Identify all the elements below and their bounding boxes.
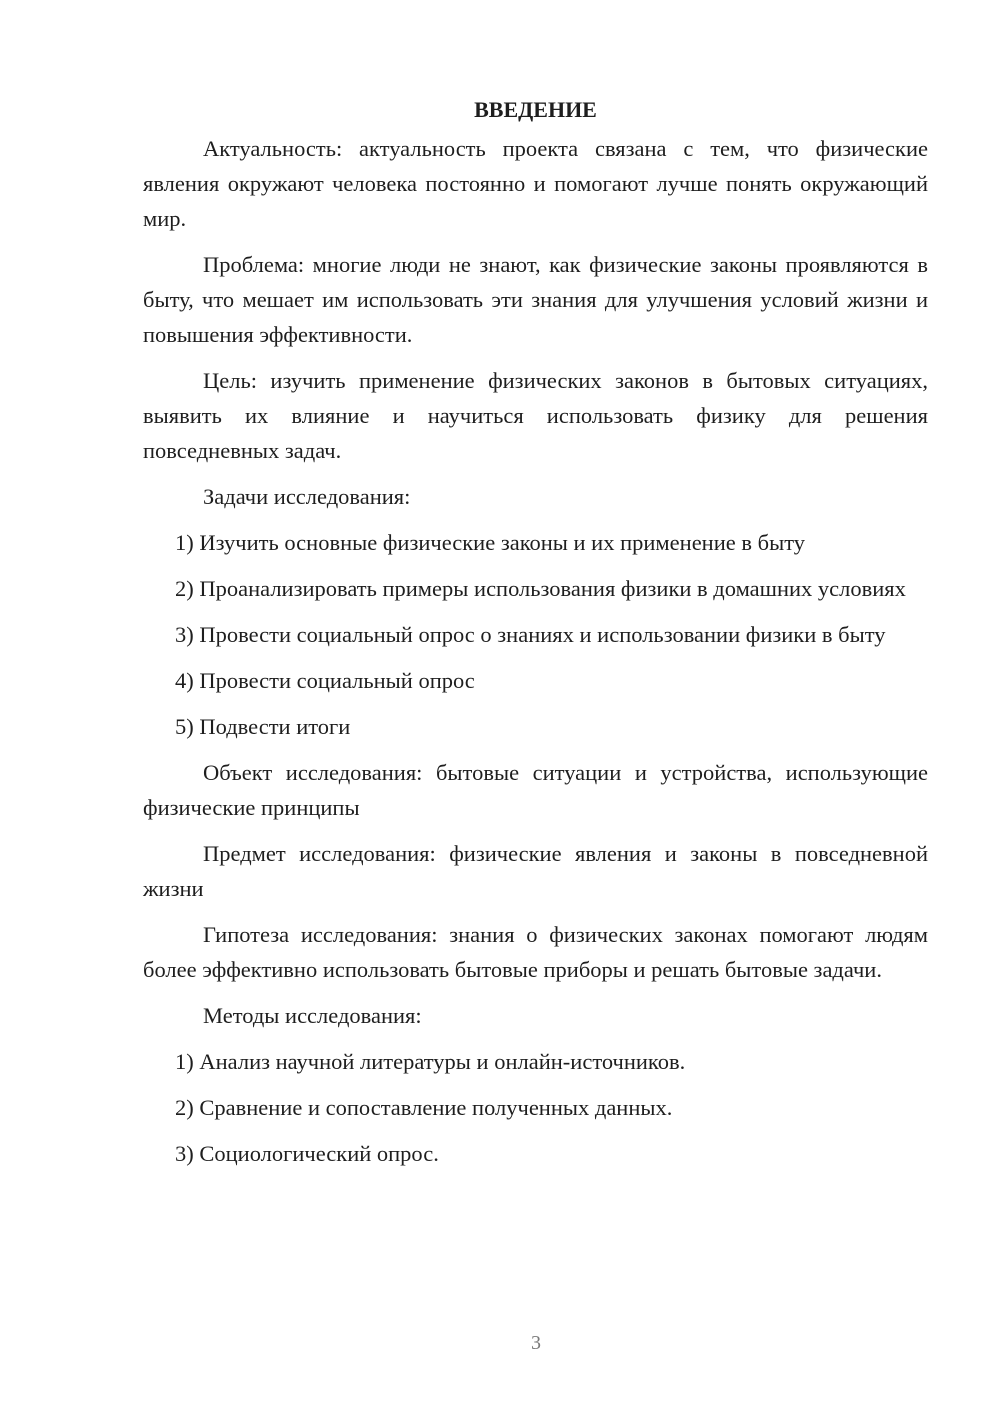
- paragraph-subject: Предмет исследования: физические явления и законы в повседневной жизни: [143, 841, 928, 901]
- paragraph-methods-heading: Методы исследования:: [203, 1003, 422, 1028]
- task-item-5: 5) Подвести итоги: [175, 714, 351, 739]
- page-content: [143, 92, 928, 1182]
- method-item-1: 1) Анализ научной литературы и онлайн-источников.: [175, 1049, 686, 1074]
- paragraph-relevance: Актуальность: актуальность проекта связана с тем, что физические явления окружают человека постоянно и помогают лучше понять окружающий мир.: [143, 136, 928, 231]
- method-item-2: 2) Сравнение и сопоставление полученных данных.: [175, 1095, 673, 1120]
- paragraph-object: Объект исследования: бытовые ситуации и устройства, использующие физические принципы: [143, 760, 928, 820]
- task-item-3: 3) Провести социальный опрос о знаниях и использовании физики в быту: [175, 622, 886, 647]
- task-item-2: 2) Проанализировать примеры использования физики в домашних условиях: [175, 576, 906, 601]
- task-item-1: 1) Изучить основные физические законы и их применение в быту: [175, 530, 805, 555]
- page-number: 3: [531, 1332, 541, 1354]
- paragraph-goal: Цель: изучить применение физических законов в бытовых ситуациях, выявить их влияние и научиться использовать физику для решения повседневных задач.: [143, 368, 928, 463]
- paragraph-hypothesis: Гипотеза исследования: знания о физических законах помогают людям более эффективно использовать бытовые приборы и решать бытовые задачи.: [143, 922, 928, 982]
- method-item-3: 3) Социологический опрос.: [175, 1141, 439, 1166]
- section-title: ВВЕДЕНИЕ: [474, 97, 597, 122]
- paragraph-problem: Проблема: многие люди не знают, как физические законы проявляются в быту, что мешает им использовать эти знания для улучшения условий жизни и повышения эффективности.: [143, 252, 928, 347]
- task-item-4: 4) Провести социальный опрос: [175, 668, 475, 693]
- paragraph-tasks-heading: Задачи исследования:: [203, 484, 411, 509]
